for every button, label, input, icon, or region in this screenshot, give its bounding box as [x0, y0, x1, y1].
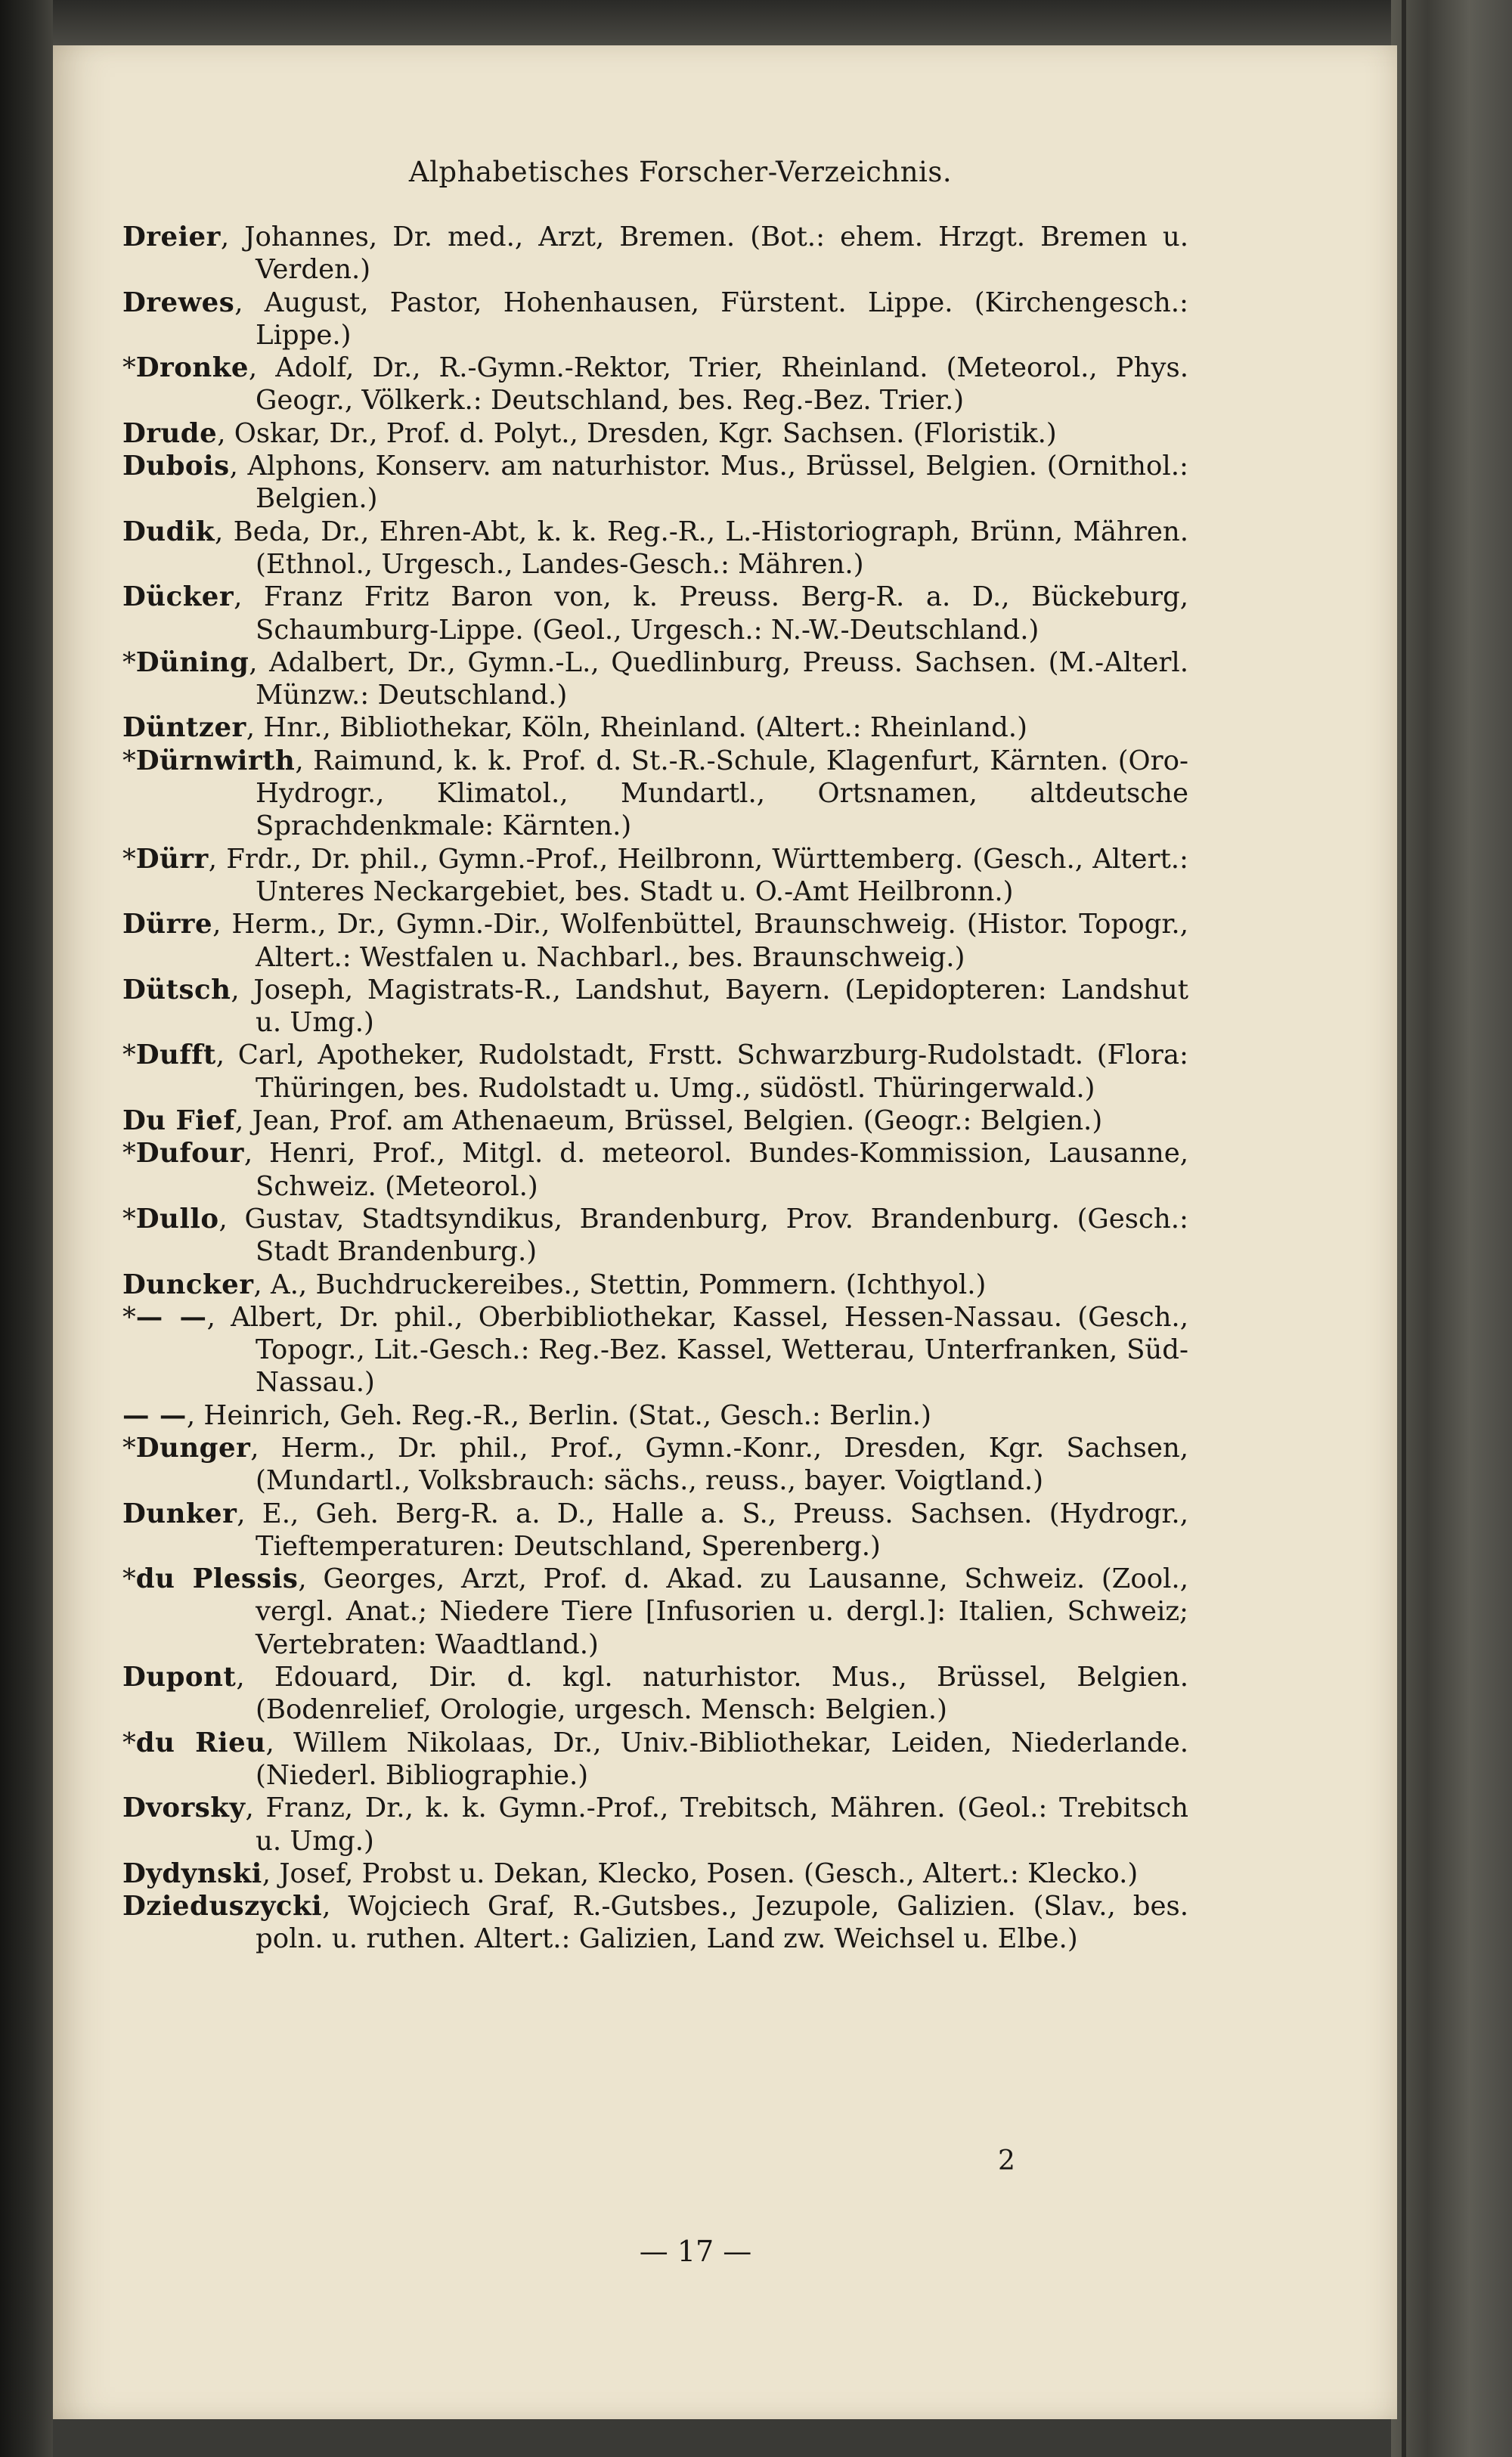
page-number: — 17 — [639, 2235, 752, 2268]
directory-entry [122, 1269, 1188, 1301]
entry-surname: Düning [135, 646, 249, 678]
directory-entry [122, 1498, 1188, 1563]
entry-details: , Wojciech Graf, R.-Gutsbes., Jezupole, Galizien. (Slav., bes. poln. u. ruthen. Altert.: Galizien, Land zw. Weichsel u. Elbe.) [256, 1891, 1188, 1955]
directory-entry [122, 843, 1188, 909]
entry-surname: Dunger [135, 1432, 251, 1464]
directory-entry [122, 581, 1188, 646]
directory-entry [122, 1890, 1188, 1956]
entry-marker: * [122, 745, 136, 776]
entry-details: , Adalbert, Dr., Gymn.-L., Quedlinburg, Preuss. Sachsen. (M.-Alterl. Münzw.: Deutschland.) [249, 646, 1188, 711]
book-binding-top [0, 0, 1512, 45]
entry-details: , Edouard, Dir. d. kgl. naturhistor. Mus., Brüssel, Belgien. (Bodenrelief, Orologie, urgesch. Mensch: Belgien.) [236, 1662, 1188, 1726]
entry-details: , Herm., Dr., Gymn.-Dir., Wolfenbüttel, Braunschweig. (Histor. Topogr., Altert.: Westfalen u. Nachbarl., bes. Braunschweig.) [212, 909, 1188, 973]
entry-surname: Dupont [122, 1662, 237, 1693]
entry-surname: Dullo [135, 1203, 219, 1235]
entry-marker: * [122, 1563, 136, 1595]
entry-surname: — — [135, 1301, 207, 1333]
cover-edge [1402, 0, 1406, 2457]
entry-details: , Henri, Prof., Mitgl. d. meteorol. Bundes-Kommission, Lausanne, Schweiz. (Meteorol.) [243, 1138, 1188, 1202]
directory-entry [122, 1857, 1188, 1890]
entry-surname: Drude [122, 417, 218, 449]
directory-entry [122, 287, 1188, 352]
entry-surname: Dürre [122, 909, 213, 940]
entry-details: , Franz, Dr., k. k. Gymn.-Prof., Trebitsch, Mähren. (Geol.: Trebitsch u. Umg.) [245, 1792, 1188, 1857]
book-cover-right [1391, 0, 1512, 2457]
entry-marker: * [122, 646, 136, 678]
entry-details: , Adolf, Dr., R.-Gymn.-Rektor, Trier, Rheinland. (Meteorol., Phys. Geogr., Völkerk.: Deutschland, bes. Reg.-Bez. Trier.) [248, 352, 1188, 417]
entry-marker: * [122, 1301, 136, 1333]
directory-entry [122, 711, 1188, 744]
directory-entry [122, 516, 1188, 581]
entry-surname: Dütsch [122, 974, 231, 1005]
entry-marker: * [122, 1040, 136, 1071]
entry-surname: Dürr [135, 843, 209, 875]
directory-entry [122, 1137, 1188, 1203]
entry-list [122, 221, 1188, 1956]
entry-surname: Drewes [122, 287, 235, 318]
entry-details: , E., Geh. Berg-R. a. D., Halle a. S., Preuss. Sachsen. (Hydrogr., Tieftemperaturen: Deutschland, Sperenberg.) [237, 1498, 1188, 1562]
entry-details: , Joseph, Magistrats-R., Landshut, Bayern. (Lepidopteren: Landshut u. Umg.) [231, 974, 1188, 1039]
directory-entry [122, 1399, 1188, 1432]
entry-details: , Josef, Probst u. Dekan, Klecko, Posen. (Gesch., Altert.: Klecko.) [262, 1857, 1139, 1889]
entry-surname: Dufour [135, 1138, 244, 1170]
entry-details: , August, Pastor, Hohenhausen, Fürstent. Lippe. (Kirchengesch.: Lippe.) [234, 287, 1188, 351]
directory-entry [122, 1105, 1188, 1137]
entry-details: , Georges, Arzt, Prof. d. Akad. zu Lausanne, Schweiz. (Zool., vergl. Anat.; Niedere Tiere [Infusorien u. dergl.]: Italien, Schweiz; Vertebraten: Waadtland.) [256, 1563, 1189, 1660]
entry-details: , Heinrich, Geh. Reg.-R., Berlin. (Stat., Gesch.: Berlin.) [186, 1399, 931, 1431]
entry-surname: Duncker [122, 1269, 254, 1300]
entry-surname: Dürnwirth [135, 745, 296, 776]
entry-surname: Dydynski [122, 1857, 262, 1889]
entry-surname: Dubois [122, 451, 230, 482]
entry-details: , Alphons, Konserv. am naturhistor. Mus., Brüssel, Belgien. (Ornithol.: Belgien.) [229, 451, 1188, 515]
signature-mark: 2 [998, 2146, 1015, 2177]
directory-entry [122, 1203, 1188, 1269]
entry-surname: Du Fief [122, 1105, 236, 1137]
directory-entry [122, 1563, 1188, 1661]
entry-details: , Gustav, Stadtsyndikus, Brandenburg, Prov. Brandenburg. (Gesch.: Stadt Brandenburg.) [218, 1203, 1188, 1268]
directory-entry [122, 646, 1188, 712]
entry-marker: * [122, 1727, 136, 1758]
entry-marker: * [122, 1432, 136, 1464]
running-head: Alphabetisches Forscher-Verzeichnis. [408, 156, 953, 188]
entry-details: , Johannes, Dr. med., Arzt, Bremen. (Bot.: ehem. Hrzgt. Bremen u. Verden.) [220, 222, 1188, 286]
entry-surname: Dvorsky [122, 1792, 246, 1824]
directory-entry [122, 1039, 1188, 1105]
entry-details: , A., Buchdruckereibes., Stettin, Pommern. (Ichthyol.) [253, 1269, 987, 1300]
book-binding-left [0, 0, 53, 2457]
entry-details: , Beda, Dr., Ehren-Abt, k. k. Reg.-R., L.-Historiograph, Brünn, Mähren. (Ethnol., Urgesch., Landes-Gesch.: Mähren.) [215, 516, 1188, 580]
directory-entry [122, 417, 1188, 450]
directory-entry [122, 1661, 1188, 1727]
entry-surname: Düntzer [122, 712, 246, 744]
entry-details: , Willem Nikolaas, Dr., Univ.-Bibliothekar, Leiden, Niederlande. (Niederl. Bibliographie.) [256, 1727, 1188, 1791]
entry-details: , Carl, Apotheker, Rudolstadt, Frstt. Schwarzburg-Rudolstadt. (Flora: Thüringen, bes. Rudolstadt u. Umg., südöstl. Thüringerwald.) [215, 1040, 1188, 1104]
entry-surname: Dreier [122, 222, 221, 253]
entry-details: , Raimund, k. k. Prof. d. St.-R.-Schule, Klagenfurt, Kärnten. (Oro-Hydrogr., Klimatol., Mundartl., Ortsnamen, altdeutsche Sprachdenkmale: Kärnten.) [256, 745, 1188, 842]
entry-surname: Dunker [122, 1498, 237, 1529]
entry-surname: du Plessis [135, 1563, 299, 1595]
entry-surname: Dudik [122, 516, 215, 547]
entry-details: , Herm., Dr. phil., Prof., Gymn.-Konr., Dresden, Kgr. Sachsen, (Mundartl., Volksbrauch: sächs., reuss., bayer. Voigtland.) [250, 1432, 1188, 1497]
entry-details: , Hnr., Bibliothekar, Köln, Rheinland. (Altert.: Rheinland.) [246, 712, 1027, 744]
entry-details: , Frdr., Dr. phil., Gymn.-Prof., Heilbronn, Württemberg. (Gesch., Altert.: Unteres Neckargebiet, bes. Stadt u. O.-Amt Heilbronn.) [208, 843, 1188, 907]
entry-surname: du Rieu [135, 1727, 266, 1758]
directory-entry [122, 450, 1188, 516]
entry-marker: * [122, 1138, 136, 1170]
entry-surname: Dzieduszycki [122, 1891, 323, 1923]
directory-entry [122, 745, 1188, 843]
entry-details: , Jean, Prof. am Athenaeum, Brüssel, Belgien. (Geogr.: Belgien.) [235, 1105, 1103, 1137]
entry-marker: * [122, 843, 136, 875]
entry-surname: Dronke [135, 352, 249, 384]
entry-surname: Dufft [135, 1040, 216, 1071]
entry-details: , Franz Fritz Baron von, k. Preuss. Berg-R. a. D., Bückeburg, Schaumburg-Lippe. (Geol., Urgesch.: N.-W.-Deutschland.) [234, 581, 1188, 646]
entry-details: , Oskar, Dr., Prof. d. Polyt., Dresden, Kgr. Sachsen. (Floristik.) [217, 417, 1057, 449]
directory-entry [122, 1301, 1188, 1399]
directory-entry [122, 221, 1188, 287]
directory-entry [122, 1727, 1188, 1792]
directory-entry [122, 974, 1188, 1040]
entry-marker: * [122, 1203, 136, 1235]
entry-surname: Dücker [122, 581, 234, 613]
entry-marker: * [122, 352, 136, 384]
entry-surname: — — [122, 1399, 187, 1431]
directory-entry [122, 1792, 1188, 1857]
directory-entry [122, 352, 1188, 417]
directory-entry [122, 1432, 1188, 1498]
entry-details: , Albert, Dr. phil., Oberbibliothekar, Kassel, Hessen-Nassau. (Gesch., Topogr., Lit.-Gesch.: Reg.-Bez. Kassel, Wetterau, Unterfranken, Süd-Nassau.) [206, 1301, 1189, 1399]
directory-entry [122, 908, 1188, 974]
